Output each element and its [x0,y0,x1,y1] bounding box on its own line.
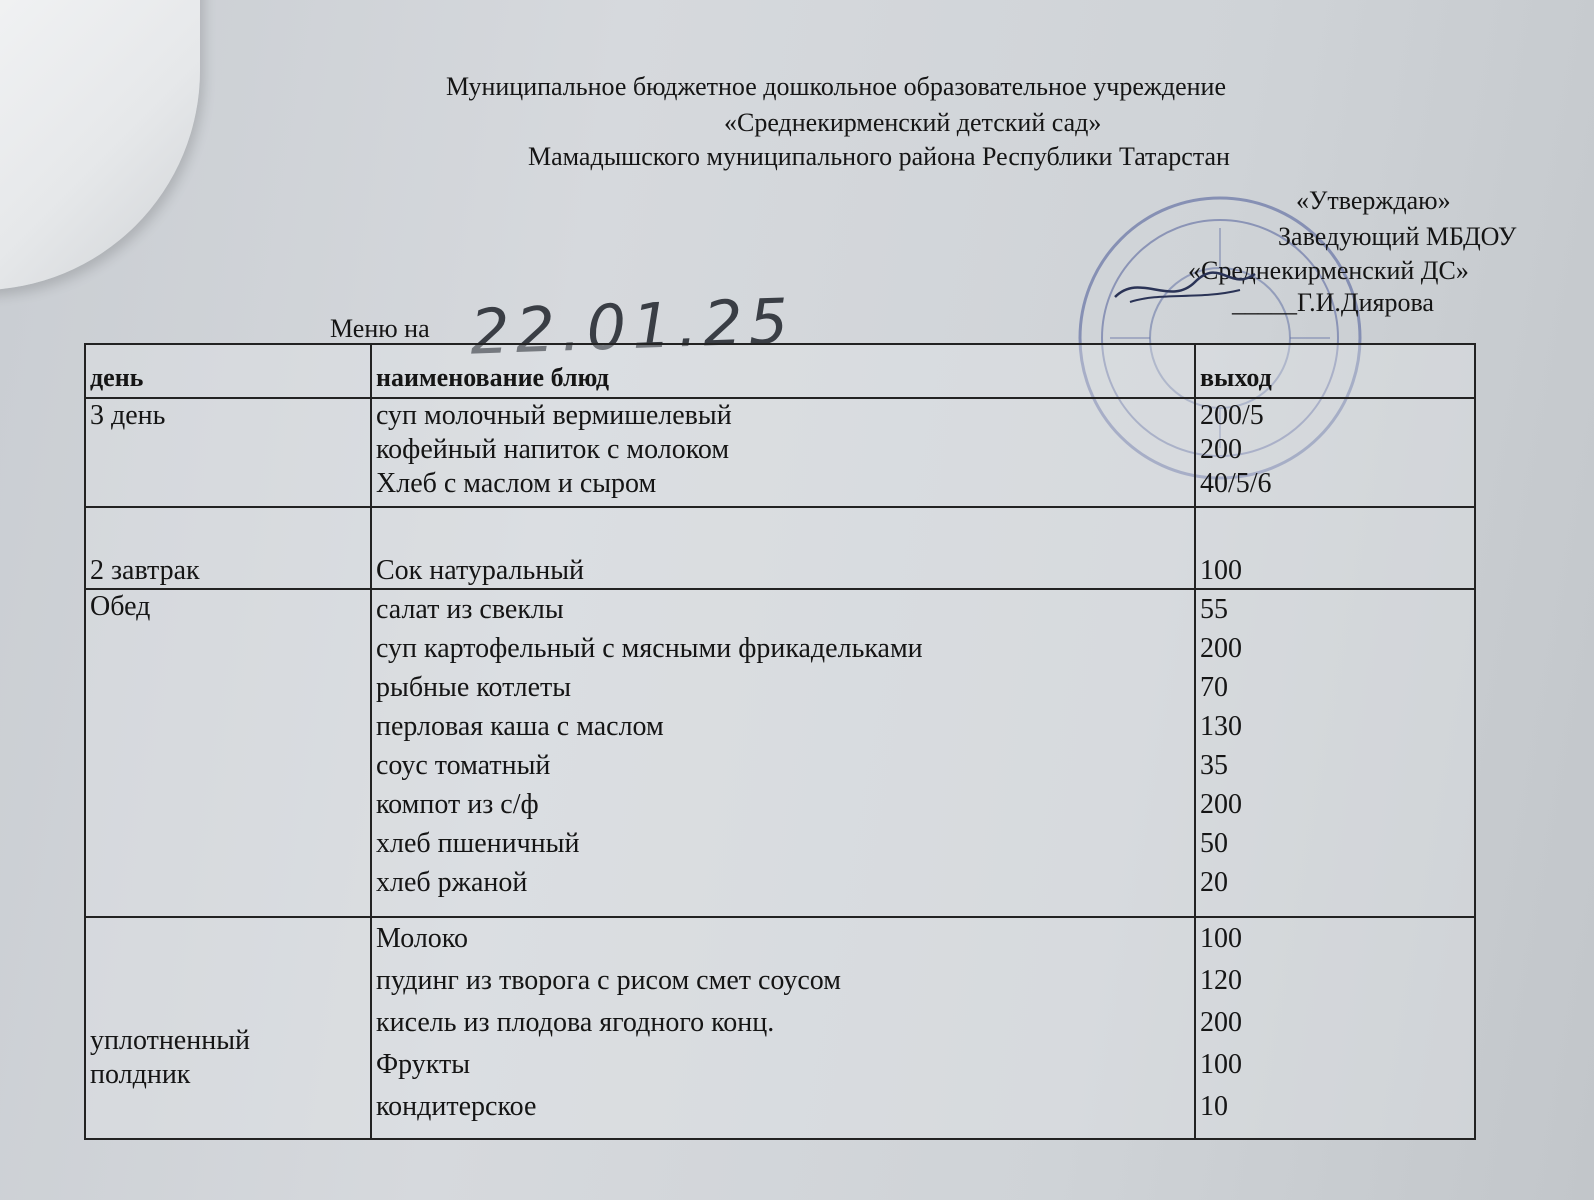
dish-item: Молоко [376,922,468,954]
table-row [85,917,1475,1139]
header-day: день [85,344,371,398]
dish-item: Фрукты [376,1048,471,1080]
meal-cell [85,589,371,917]
menu-label: Меню на [330,314,430,343]
approval-signatory: _____Г.И.Диярова [1232,288,1434,317]
table-row [85,507,1475,589]
portion-value: 130 [1200,711,1242,743]
dish-item: пудинг из творога с рисом смет соусом [376,964,841,996]
dish-item: Сок натуральный [376,555,585,587]
dishes-cell [371,917,1195,1139]
dish-item: кофейный напиток с молоком [376,434,730,466]
portion-value: 70 [1200,672,1228,704]
portion-value: 100 [1200,1048,1242,1080]
org-name-line2: «Среднекирменский детский сад» [724,108,1102,137]
meal-label: 2 завтрак [90,555,200,587]
dish-item: салат из свеклы [376,594,564,626]
menu-table [84,343,1476,1140]
signature-scribble [1110,262,1260,312]
meal-cell [85,398,371,507]
dishes-cell [371,398,1195,507]
portion-value: 35 [1200,750,1228,782]
portion-value: 200 [1200,434,1242,466]
meal-cell [85,507,371,589]
dish-item: кондитерское [376,1090,537,1122]
dish-item: суп молочный вермишелевый [376,400,732,432]
table-header-row [85,344,1475,398]
portions-cell [1195,507,1475,589]
portion-value: 200 [1200,1006,1242,1038]
approval-position: Заведующий МБДОУ [1278,222,1517,251]
portion-value: 40/5/6 [1200,468,1272,500]
dish-item: перловая каша с маслом [376,711,664,743]
table-row [85,398,1475,507]
portion-value: 200 [1200,633,1242,665]
meal-label: полдник [90,1058,191,1090]
portion-value: 200/5 [1200,400,1264,432]
portion-value: 50 [1200,828,1228,860]
meal-label: уплотненный [90,1024,251,1056]
portion-value: 120 [1200,964,1242,996]
portions-cell [1195,398,1475,507]
dish-item: хлеб пшеничный [376,828,580,860]
portions-cell [1195,917,1475,1139]
dishes-cell [371,507,1195,589]
org-name-line3: Мамадышского муниципального района Республики Татарстан [528,142,1230,171]
portion-value: 55 [1200,594,1228,626]
meal-cell [85,917,371,1139]
approval-title: «Утверждаю» [1296,186,1451,215]
portion-value: 20 [1200,867,1228,899]
meal-label: 3 день [90,400,166,432]
portion-value: 10 [1200,1090,1228,1122]
dishes-cell [371,589,1195,917]
dish-item: хлеб ржаной [376,867,528,899]
portions-cell [1195,589,1475,917]
menu-date: 22.01.25 [468,284,796,369]
dish-item: кисель из плодова ягодного конц. [376,1006,775,1038]
header-portion: выход [1195,344,1475,398]
dish-item: рыбные котлеты [376,672,572,704]
portion-value: 200 [1200,789,1242,821]
dish-item: Хлеб с маслом и сыром [376,468,657,500]
approval-institution: «Среднекирменский ДС» [1188,256,1469,285]
header-dish-name: наименование блюд [371,344,1195,398]
dish-item: соус томатный [376,750,551,782]
paper-curl [0,0,200,290]
dish-item: суп картофельный с мясными фрикадельками [376,633,923,665]
portion-value: 100 [1200,922,1242,954]
table-row [85,589,1475,917]
org-name-line1: Муниципальное бюджетное дошкольное образовательное учреждение [446,72,1226,101]
dish-item: компот из с/ф [376,789,539,821]
portion-value: 100 [1200,555,1242,587]
meal-label: Обед [90,591,151,623]
